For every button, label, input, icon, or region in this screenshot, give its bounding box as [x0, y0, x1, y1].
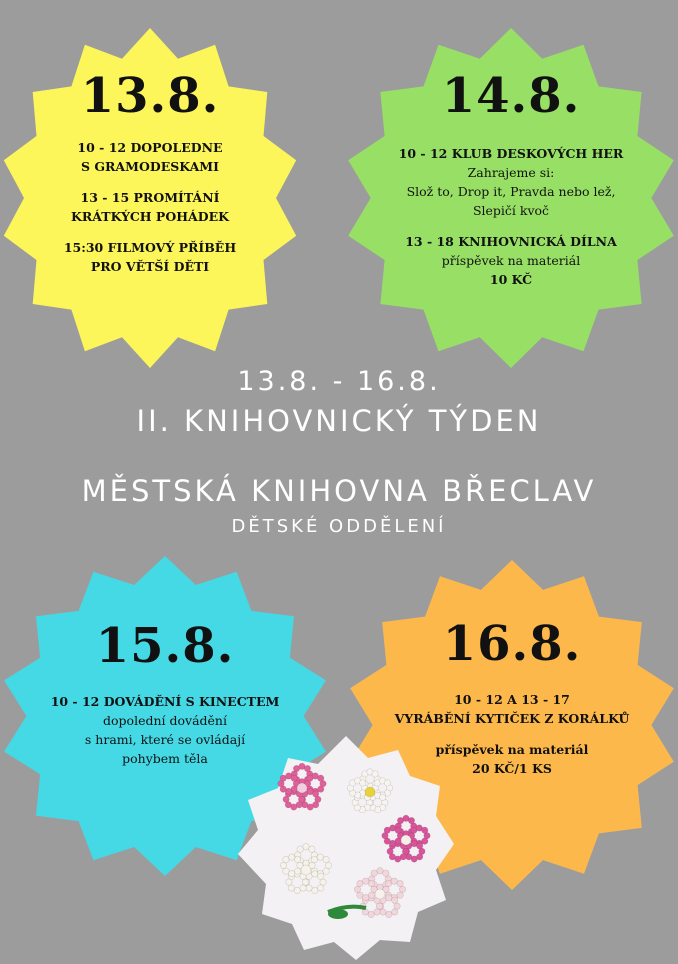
beaded-flowers-photo	[238, 736, 454, 960]
day-1-line: S GRAMODESKAMI	[80, 159, 219, 174]
day-2-line: Slepičí kvoč	[472, 203, 550, 218]
day-3-line: 10 - 12 DOVÁDĚNÍ S KINECTEM	[50, 694, 280, 709]
day-1-line: 13 - 15 PROMÍTÁNÍ	[80, 190, 220, 205]
day-3-line: s hrami, které se ovládají	[84, 732, 246, 747]
day-1-date: 13.8.	[80, 68, 220, 124]
day-4-line: příspěvek na materiál	[435, 742, 589, 757]
day-3-line: dopolední dovádění	[103, 713, 227, 728]
day-1-line: KRÁTKÝCH POHÁDEK	[71, 209, 229, 224]
day-4-date: 16.8.	[442, 616, 582, 672]
day-1-line: PRO VĚTŠÍ DĚTI	[90, 259, 210, 274]
day-4-line: 20 KČ/1 KS	[472, 761, 552, 776]
day-1-burst	[0, 28, 300, 368]
department-name: DĚTSKÉ ODDĚLENÍ	[231, 516, 447, 537]
day-4-line: VYRÁBĚNÍ KYTIČEK Z KORÁLKŮ	[394, 711, 630, 726]
day-2-line: 10 - 12 KLUB DESKOVÝCH HER	[398, 146, 624, 161]
day-1-line: 15:30 FILMOVÝ PŘÍBĚH	[63, 240, 237, 255]
day-2-line: 10 KČ	[489, 272, 533, 287]
day-2-line: Zahrajeme si:	[467, 165, 555, 180]
day-2-line: Slož to, Drop it, Pravda nebo lež,	[406, 184, 616, 199]
day-2-burst	[344, 28, 678, 368]
library-name: MĚSTSKÁ KNIHOVNA BŘECLAV	[81, 474, 597, 508]
beaded-flowers-icon	[238, 736, 454, 960]
event-title: II. KNIHOVNICKÝ TÝDEN	[136, 404, 542, 438]
event-dates: 13.8. - 16.8.	[237, 366, 441, 397]
day-2-line: 13 - 18 KNIHOVNICKÁ DÍLNA	[405, 234, 617, 249]
day-2-date: 14.8.	[441, 68, 581, 124]
day-4-line: 10 - 12 A 13 - 17	[454, 692, 570, 707]
day-3-date: 15.8.	[95, 618, 235, 674]
day-2-line: příspěvek na materiál	[441, 253, 581, 268]
day-1-line: 10 - 12 DOPOLEDNE	[77, 140, 223, 155]
day-3-line: pohybem těla	[122, 751, 208, 766]
